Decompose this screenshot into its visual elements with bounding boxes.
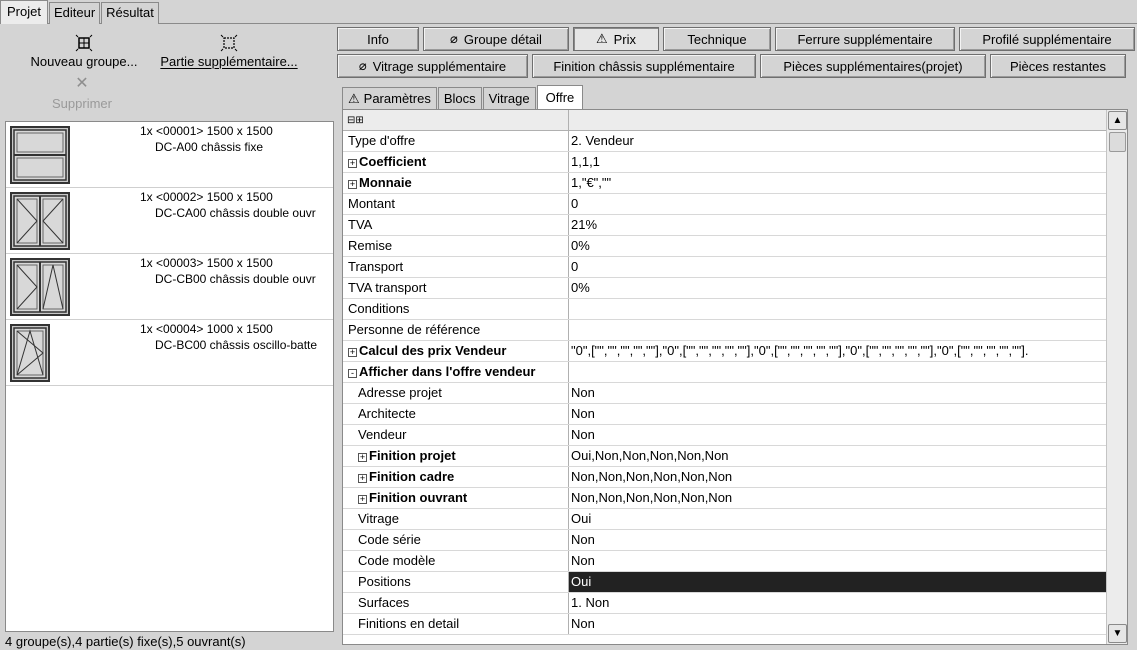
expand-icon[interactable]: + xyxy=(349,347,356,357)
paperclip-icon: ⌀ xyxy=(358,58,367,73)
grid-row[interactable] xyxy=(343,530,1106,551)
double-casement-window-icon xyxy=(10,258,70,316)
tab-editeur[interactable]: Editeur xyxy=(49,2,100,24)
property-name: Personne de référence xyxy=(348,322,481,337)
remaining-parts-label: Pièces restantes xyxy=(1009,58,1107,74)
item-header: 1x <00003> 1500 x 1500 xyxy=(140,256,273,270)
additional-profile-label: Profilé supplémentaire xyxy=(982,31,1112,47)
property-name: Conditions xyxy=(348,301,410,316)
project-toolbar xyxy=(5,28,334,120)
property-name: Finition ouvrant xyxy=(369,490,468,505)
property-name-cell xyxy=(343,257,569,277)
additional-glazing-label: Vitrage supplémentaire xyxy=(372,58,507,74)
project-panel xyxy=(5,28,334,632)
grid-row[interactable] xyxy=(343,404,1106,425)
property-name-cell xyxy=(343,551,569,571)
property-name: Montant xyxy=(348,196,395,211)
property-name: Afficher dans l'offre vendeur xyxy=(359,364,536,379)
additional-glazing-button[interactable] xyxy=(337,54,528,78)
property-name-cell xyxy=(343,236,569,256)
additional-part-icon xyxy=(157,34,301,54)
grid-row[interactable] xyxy=(343,173,1106,194)
warning-icon: ⚠ xyxy=(595,31,608,46)
grid-row[interactable] xyxy=(343,194,1106,215)
new-group-button[interactable] xyxy=(25,34,143,70)
property-name: Positions xyxy=(358,574,411,589)
property-name: Architecte xyxy=(358,406,416,421)
property-value-cell[interactable] xyxy=(569,320,1106,340)
property-value-cell[interactable]: Non xyxy=(571,616,595,631)
grid-row[interactable] xyxy=(343,152,1106,173)
property-name-cell xyxy=(343,278,569,298)
expand-icon[interactable]: + xyxy=(349,158,356,168)
property-name: Adresse projet xyxy=(358,385,442,400)
property-name: Code modèle xyxy=(358,553,436,568)
property-value-cell[interactable]: Non xyxy=(571,406,595,421)
info-label: Info xyxy=(367,31,389,47)
remaining-parts-button[interactable] xyxy=(990,54,1126,78)
grid-row[interactable] xyxy=(343,257,1106,278)
group-detail-label: Groupe détail xyxy=(463,31,542,47)
grid-row[interactable] xyxy=(343,341,1106,362)
property-value-cell[interactable]: Oui,Non,Non,Non,Non,Non xyxy=(571,448,729,463)
grid-row[interactable] xyxy=(343,488,1106,509)
expand-icon[interactable]: + xyxy=(359,452,366,462)
grid-row[interactable] xyxy=(343,278,1106,299)
property-name: Finition projet xyxy=(369,448,456,463)
paperclip-icon: ⌀ xyxy=(450,31,458,46)
item-header: 1x <00002> 1500 x 1500 xyxy=(140,190,273,204)
property-value-cell[interactable]: 21% xyxy=(571,217,598,232)
additional-part-label: Partie supplémentaire... xyxy=(160,54,298,69)
list-item[interactable] xyxy=(6,320,333,386)
collapse-icon[interactable]: - xyxy=(348,369,357,378)
list-item[interactable] xyxy=(6,254,333,320)
price-label: Prix xyxy=(613,31,637,47)
info-button[interactable] xyxy=(337,27,419,51)
property-name: Vendeur xyxy=(358,427,407,442)
property-value-cell[interactable]: 2. Vendeur xyxy=(571,133,634,148)
grid-row[interactable] xyxy=(343,446,1106,467)
tab-projet[interactable]: Projet xyxy=(0,0,48,24)
grid-row[interactable] xyxy=(343,362,1106,383)
property-value-cell[interactable]: 1. Non xyxy=(571,595,610,610)
property-value-cell[interactable]: 0 xyxy=(571,259,579,274)
property-name: Transport xyxy=(348,259,404,274)
tab-parametres[interactable] xyxy=(342,87,437,109)
property-name: Monnaie xyxy=(359,175,412,190)
property-name-cell xyxy=(343,404,569,424)
item-description: DC-CA00 châssis double ouvr xyxy=(155,206,316,220)
grid-header-value xyxy=(569,110,1106,130)
property-name-cell xyxy=(343,572,569,592)
property-name: Remise xyxy=(348,238,393,253)
additional-parts-project-label: Pièces supplémentaires(projet) xyxy=(783,58,963,74)
scroll-up-icon[interactable]: ▲ xyxy=(1108,111,1127,130)
item-header: 1x <00001> 1500 x 1500 xyxy=(140,124,273,138)
new-group-icon xyxy=(25,34,143,54)
property-name-cell xyxy=(343,467,569,487)
grid-row[interactable] xyxy=(343,572,1106,593)
property-value-cell[interactable]: Oui xyxy=(569,572,1106,592)
property-value-cell[interactable]: Non,Non,Non,Non,Non,Non xyxy=(571,490,733,505)
property-value-cell[interactable]: Non xyxy=(571,427,595,442)
grid-row[interactable] xyxy=(343,131,1106,152)
property-name-cell xyxy=(343,383,569,403)
grid-row[interactable] xyxy=(343,467,1106,488)
property-value-cell[interactable]: "0",["","","","",""],"0",["","","","",""],"0",["","","","",""],"0",["","","","",""],"0",["","","","",""]. xyxy=(571,343,1029,358)
grid-row[interactable] xyxy=(343,593,1106,614)
status-bar: 4 groupe(s),4 partie(s) fixe(s),5 ouvrant(s) xyxy=(5,634,246,649)
property-value-cell[interactable]: Non xyxy=(571,385,595,400)
fixed-window-icon xyxy=(10,126,70,184)
property-name: Finitions en detail xyxy=(358,616,460,631)
list-item[interactable] xyxy=(6,122,333,188)
delete-button[interactable] xyxy=(45,74,119,112)
delete-icon: ✕ xyxy=(75,75,89,92)
grid-row[interactable] xyxy=(343,383,1106,404)
tab-resultat[interactable]: Résultat xyxy=(101,2,159,24)
grid-row[interactable] xyxy=(343,551,1106,572)
item-header: 1x <00004> 1000 x 1500 xyxy=(140,322,273,336)
tab-offre[interactable] xyxy=(537,85,584,109)
property-name-cell xyxy=(343,425,569,445)
additional-profile-button[interactable] xyxy=(959,27,1135,51)
item-description: DC-CB00 châssis double ouvr xyxy=(155,272,316,286)
property-name: Coefficient xyxy=(359,154,427,169)
tab-blocs-label: Blocs xyxy=(443,90,476,106)
property-name-cell xyxy=(343,509,569,529)
technique-button[interactable] xyxy=(663,27,771,51)
property-name: TVA xyxy=(348,217,373,232)
property-value-cell[interactable]: Non xyxy=(571,553,595,568)
property-value-cell[interactable]: 0 xyxy=(571,196,579,211)
property-name-cell xyxy=(343,194,569,214)
scroll-down-icon[interactable]: ▼ xyxy=(1108,624,1127,643)
property-name: Surfaces xyxy=(358,595,410,610)
grid-row[interactable] xyxy=(343,425,1106,446)
property-value-cell[interactable] xyxy=(569,299,1106,319)
technique-label: Technique xyxy=(687,31,747,47)
detail-buttons-row2 xyxy=(337,54,1126,78)
tab-vitrage-label: Vitrage xyxy=(488,90,530,106)
property-value-cell[interactable]: 1,1,1 xyxy=(571,154,600,169)
grid-row[interactable] xyxy=(343,299,1106,320)
property-name-cell xyxy=(343,530,569,550)
property-name-cell xyxy=(343,446,569,466)
detail-buttons-row1 xyxy=(337,27,1135,51)
expand-icon[interactable]: + xyxy=(359,473,366,483)
additional-frame-finish-label: Finition châssis supplémentaire xyxy=(553,58,735,74)
list-item[interactable] xyxy=(6,188,333,254)
property-name: TVA transport xyxy=(348,280,427,295)
item-description: DC-BC00 châssis oscillo-batte xyxy=(155,338,318,352)
grid-header xyxy=(343,110,1106,131)
property-name: Code série xyxy=(358,532,421,547)
grid-row[interactable] xyxy=(343,509,1106,530)
property-name-cell xyxy=(343,341,569,361)
property-name: Calcul des prix Vendeur xyxy=(359,343,507,358)
grid-row[interactable] xyxy=(343,215,1106,236)
property-name-cell xyxy=(343,215,569,235)
property-name-cell xyxy=(343,299,569,319)
collapse-expand-all-icons[interactable]: ⊟⊞ xyxy=(343,110,569,130)
property-name-cell xyxy=(343,152,569,172)
double-casement-window-icon xyxy=(10,192,70,250)
grid-row[interactable] xyxy=(343,614,1106,635)
additional-frame-finish-button[interactable] xyxy=(532,54,756,78)
tab-vitrage[interactable] xyxy=(483,87,536,109)
tab-blocs[interactable] xyxy=(438,87,482,109)
tilt-turn-window-icon xyxy=(10,324,50,382)
scroll-thumb[interactable] xyxy=(1109,132,1126,152)
property-value-cell[interactable]: Non xyxy=(571,532,595,547)
property-name: Finition cadre xyxy=(369,469,455,484)
additional-parts-project-button[interactable] xyxy=(760,54,986,78)
grid-row[interactable] xyxy=(343,236,1106,257)
property-name: Vitrage xyxy=(358,511,399,526)
offer-property-grid[interactable] xyxy=(342,109,1128,645)
offer-subtabs xyxy=(342,85,584,109)
tab-offre-label: Offre xyxy=(545,89,575,105)
property-value-cell[interactable]: 1,"€","" xyxy=(571,175,612,190)
grid-row[interactable] xyxy=(343,320,1106,341)
item-description: DC-A00 châssis fixe xyxy=(155,140,264,154)
property-value-cell[interactable]: 0% xyxy=(571,280,590,295)
grid-scrollbar[interactable] xyxy=(1106,110,1127,644)
property-name-cell xyxy=(343,362,569,382)
property-name-cell xyxy=(343,614,569,634)
window-list[interactable] xyxy=(5,121,334,632)
warning-icon: ⚠ xyxy=(348,90,360,106)
additional-hardware-button[interactable] xyxy=(775,27,955,51)
property-name-cell xyxy=(343,131,569,151)
property-value-cell[interactable]: Oui xyxy=(571,511,592,526)
property-value-cell[interactable]: 0% xyxy=(571,238,590,253)
property-value-cell[interactable] xyxy=(569,362,1106,382)
delete-label: Supprimer xyxy=(52,96,112,111)
property-value-cell[interactable]: Non,Non,Non,Non,Non,Non xyxy=(571,469,733,484)
group-detail-button[interactable] xyxy=(423,27,569,51)
property-name-cell xyxy=(343,173,569,193)
property-name-cell xyxy=(343,320,569,340)
additional-hardware-label: Ferrure supplémentaire xyxy=(797,31,933,47)
main-tabs xyxy=(0,0,160,24)
property-name-cell xyxy=(343,593,569,613)
expand-icon[interactable]: + xyxy=(349,179,356,189)
grid-rows xyxy=(343,131,1106,635)
property-name-cell xyxy=(343,488,569,508)
new-group-label: Nouveau groupe... xyxy=(30,54,138,69)
additional-part-button[interactable] xyxy=(157,34,301,70)
property-name: Type d'offre xyxy=(348,133,416,148)
top-tab-divider xyxy=(0,23,1137,24)
price-button[interactable] xyxy=(573,27,659,51)
expand-icon[interactable]: + xyxy=(359,494,366,504)
tab-parametres-label: Paramètres xyxy=(363,90,431,106)
